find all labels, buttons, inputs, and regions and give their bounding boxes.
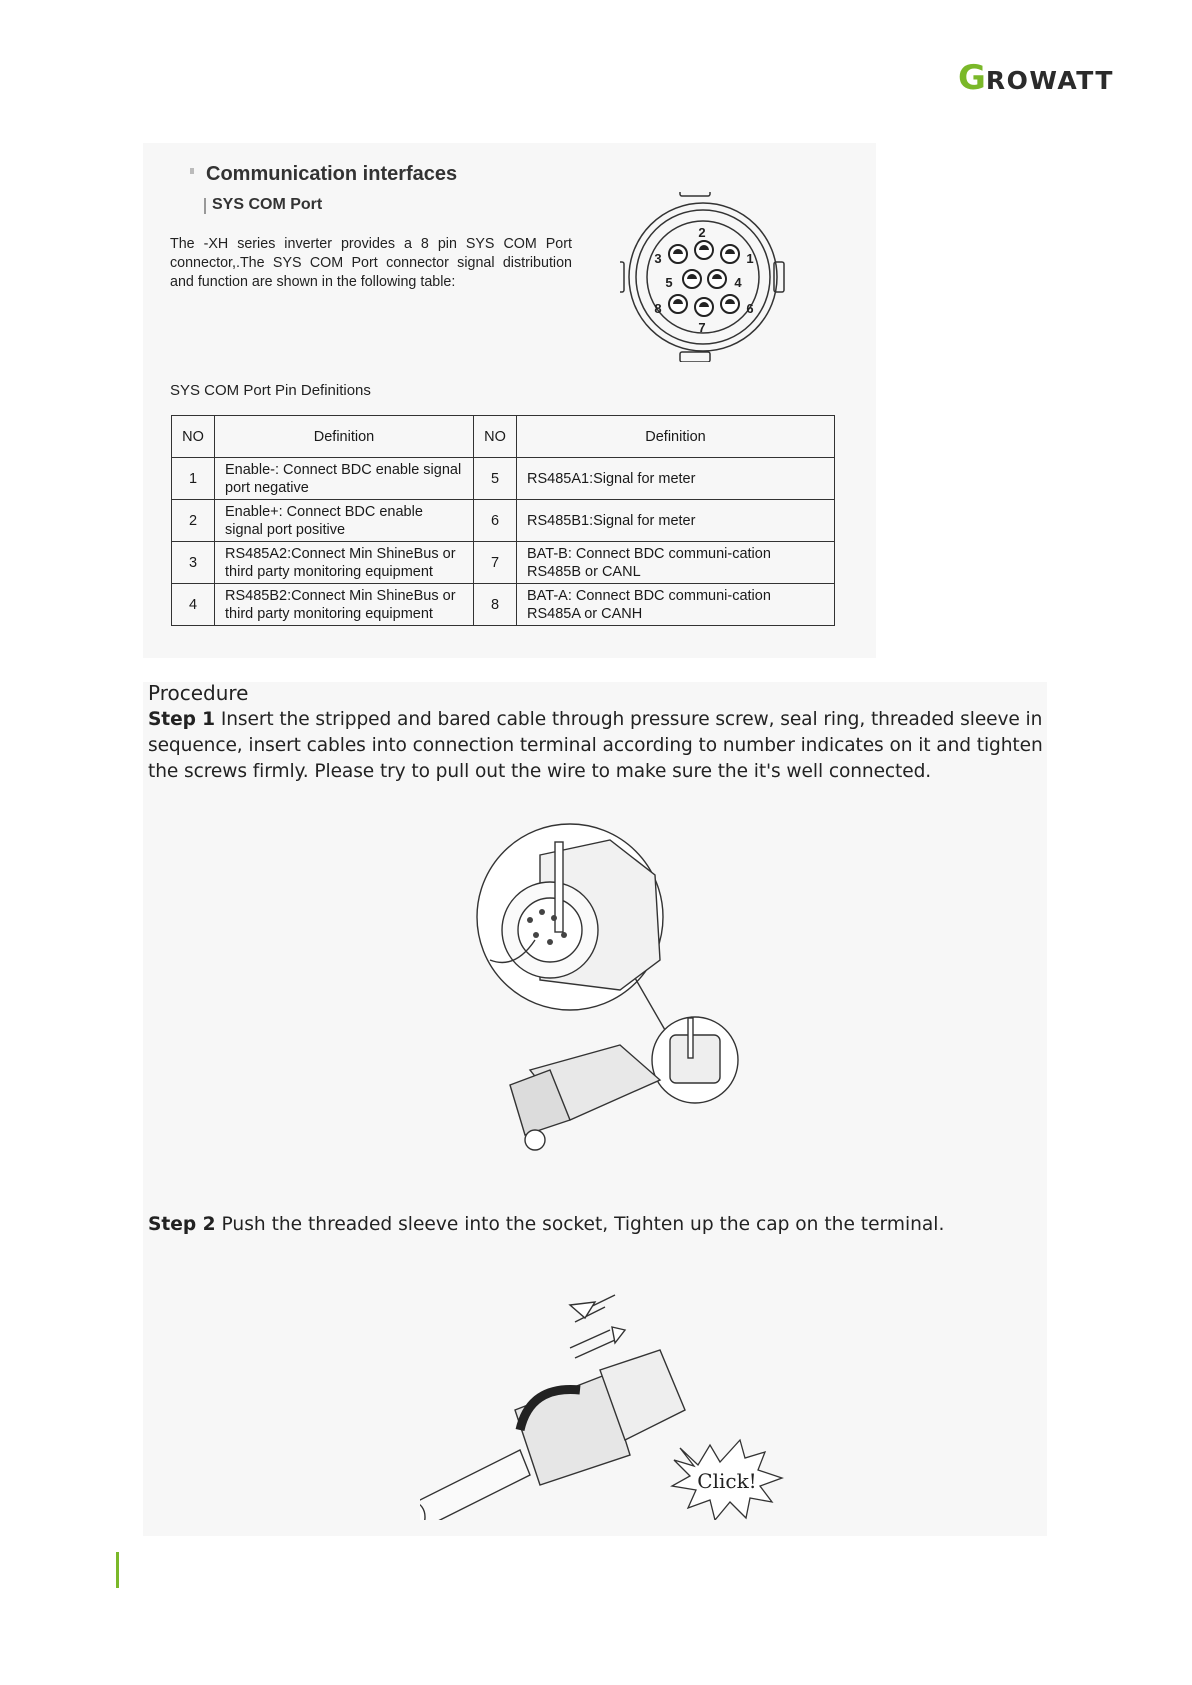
pin-definition-table <box>171 415 835 626</box>
logo-text: ROWATT <box>985 65 1114 95</box>
table-row <box>172 500 835 542</box>
section-marker <box>190 168 194 174</box>
table-row <box>172 458 835 500</box>
pin-label: 4 <box>734 275 742 290</box>
pin-no: 6 <box>474 500 517 542</box>
pin-no: 5 <box>474 458 517 500</box>
pin-definition: RS485A2:Connect Min ShineBus or third party monitoring equipment <box>215 542 474 584</box>
section-title: Communication interfaces <box>206 163 458 185</box>
table-row <box>172 584 835 626</box>
pin-definition: BAT-B: Connect BDC communi-cation RS485B or CANL <box>517 542 835 584</box>
pin-definition: Enable+: Connect BDC enable signal port positive <box>215 500 474 542</box>
subsection-title: SYS COM Port <box>212 196 323 213</box>
pin-no: 8 <box>474 584 517 626</box>
pin-no: 3 <box>172 542 215 584</box>
pin-definition: Enable-: Connect BDC enable signal port negative <box>215 458 474 500</box>
connector-pins <box>654 225 753 335</box>
pin-definition: BAT-A: Connect BDC communi-cation RS485A or CANH <box>517 584 835 626</box>
step-2-paragraph <box>148 1212 1048 1238</box>
pin-label: 5 <box>665 275 673 290</box>
step-2-label: Step 2 <box>148 1214 216 1235</box>
header-definition-left: Definition <box>215 416 474 458</box>
pin-definition: RS485B1:Signal for meter <box>517 500 835 542</box>
subsection-marker <box>204 198 206 214</box>
click-label: Click! <box>697 1469 757 1493</box>
step-1-text: Insert the stripped and bared cable through pressure screw, seal ring, threaded sleeve in sequence, insert cables into connection terminal according to number indicates on it and tighten the screws firmly. Please try to pull out the wire to make sure the it's well connected. <box>148 709 1043 782</box>
table-caption: SYS COM Port Pin Definitions <box>170 382 371 399</box>
intro-paragraph: The -XH series inverter provides a 8 pin SYS COM Port connector,.The SYS COM Port connector signal distribution and function are shown in the following table: <box>170 236 572 290</box>
pin-no: 2 <box>172 500 215 542</box>
pin-label: 1 <box>746 251 754 266</box>
pin-no: 4 <box>172 584 215 626</box>
pin-label: 6 <box>746 301 754 316</box>
growatt-logo <box>958 60 1114 96</box>
procedure-title: Procedure <box>148 681 249 705</box>
cable-insertion-illustration <box>470 820 770 1165</box>
tighten-cap-illustration <box>420 1280 790 1520</box>
sys-com-connector-diagram <box>620 192 790 362</box>
pin-no: 1 <box>172 458 215 500</box>
pin-label: 7 <box>698 320 706 335</box>
table-header-row <box>172 416 835 458</box>
pin-label: 2 <box>698 225 706 240</box>
pin-definition: RS485B2:Connect Min ShineBus or third party monitoring equipment <box>215 584 474 626</box>
header-no-right: NO <box>474 416 517 458</box>
pin-no: 7 <box>474 542 517 584</box>
header-definition-right: Definition <box>517 416 835 458</box>
table-row <box>172 542 835 584</box>
pin-label: 8 <box>654 301 662 316</box>
step-2-text: Push the threaded sleeve into the socket, Tighten up the cap on the terminal. <box>215 1214 945 1235</box>
logo-initial: G <box>958 58 986 98</box>
step-1-paragraph <box>148 707 1048 785</box>
pin-label: 3 <box>654 251 662 266</box>
page-marker-bar <box>116 1552 119 1588</box>
header-no-left: NO <box>172 416 215 458</box>
pin-definition: RS485A1:Signal for meter <box>517 458 835 500</box>
step-1-label: Step 1 <box>148 709 216 730</box>
click-burst <box>672 1440 782 1520</box>
